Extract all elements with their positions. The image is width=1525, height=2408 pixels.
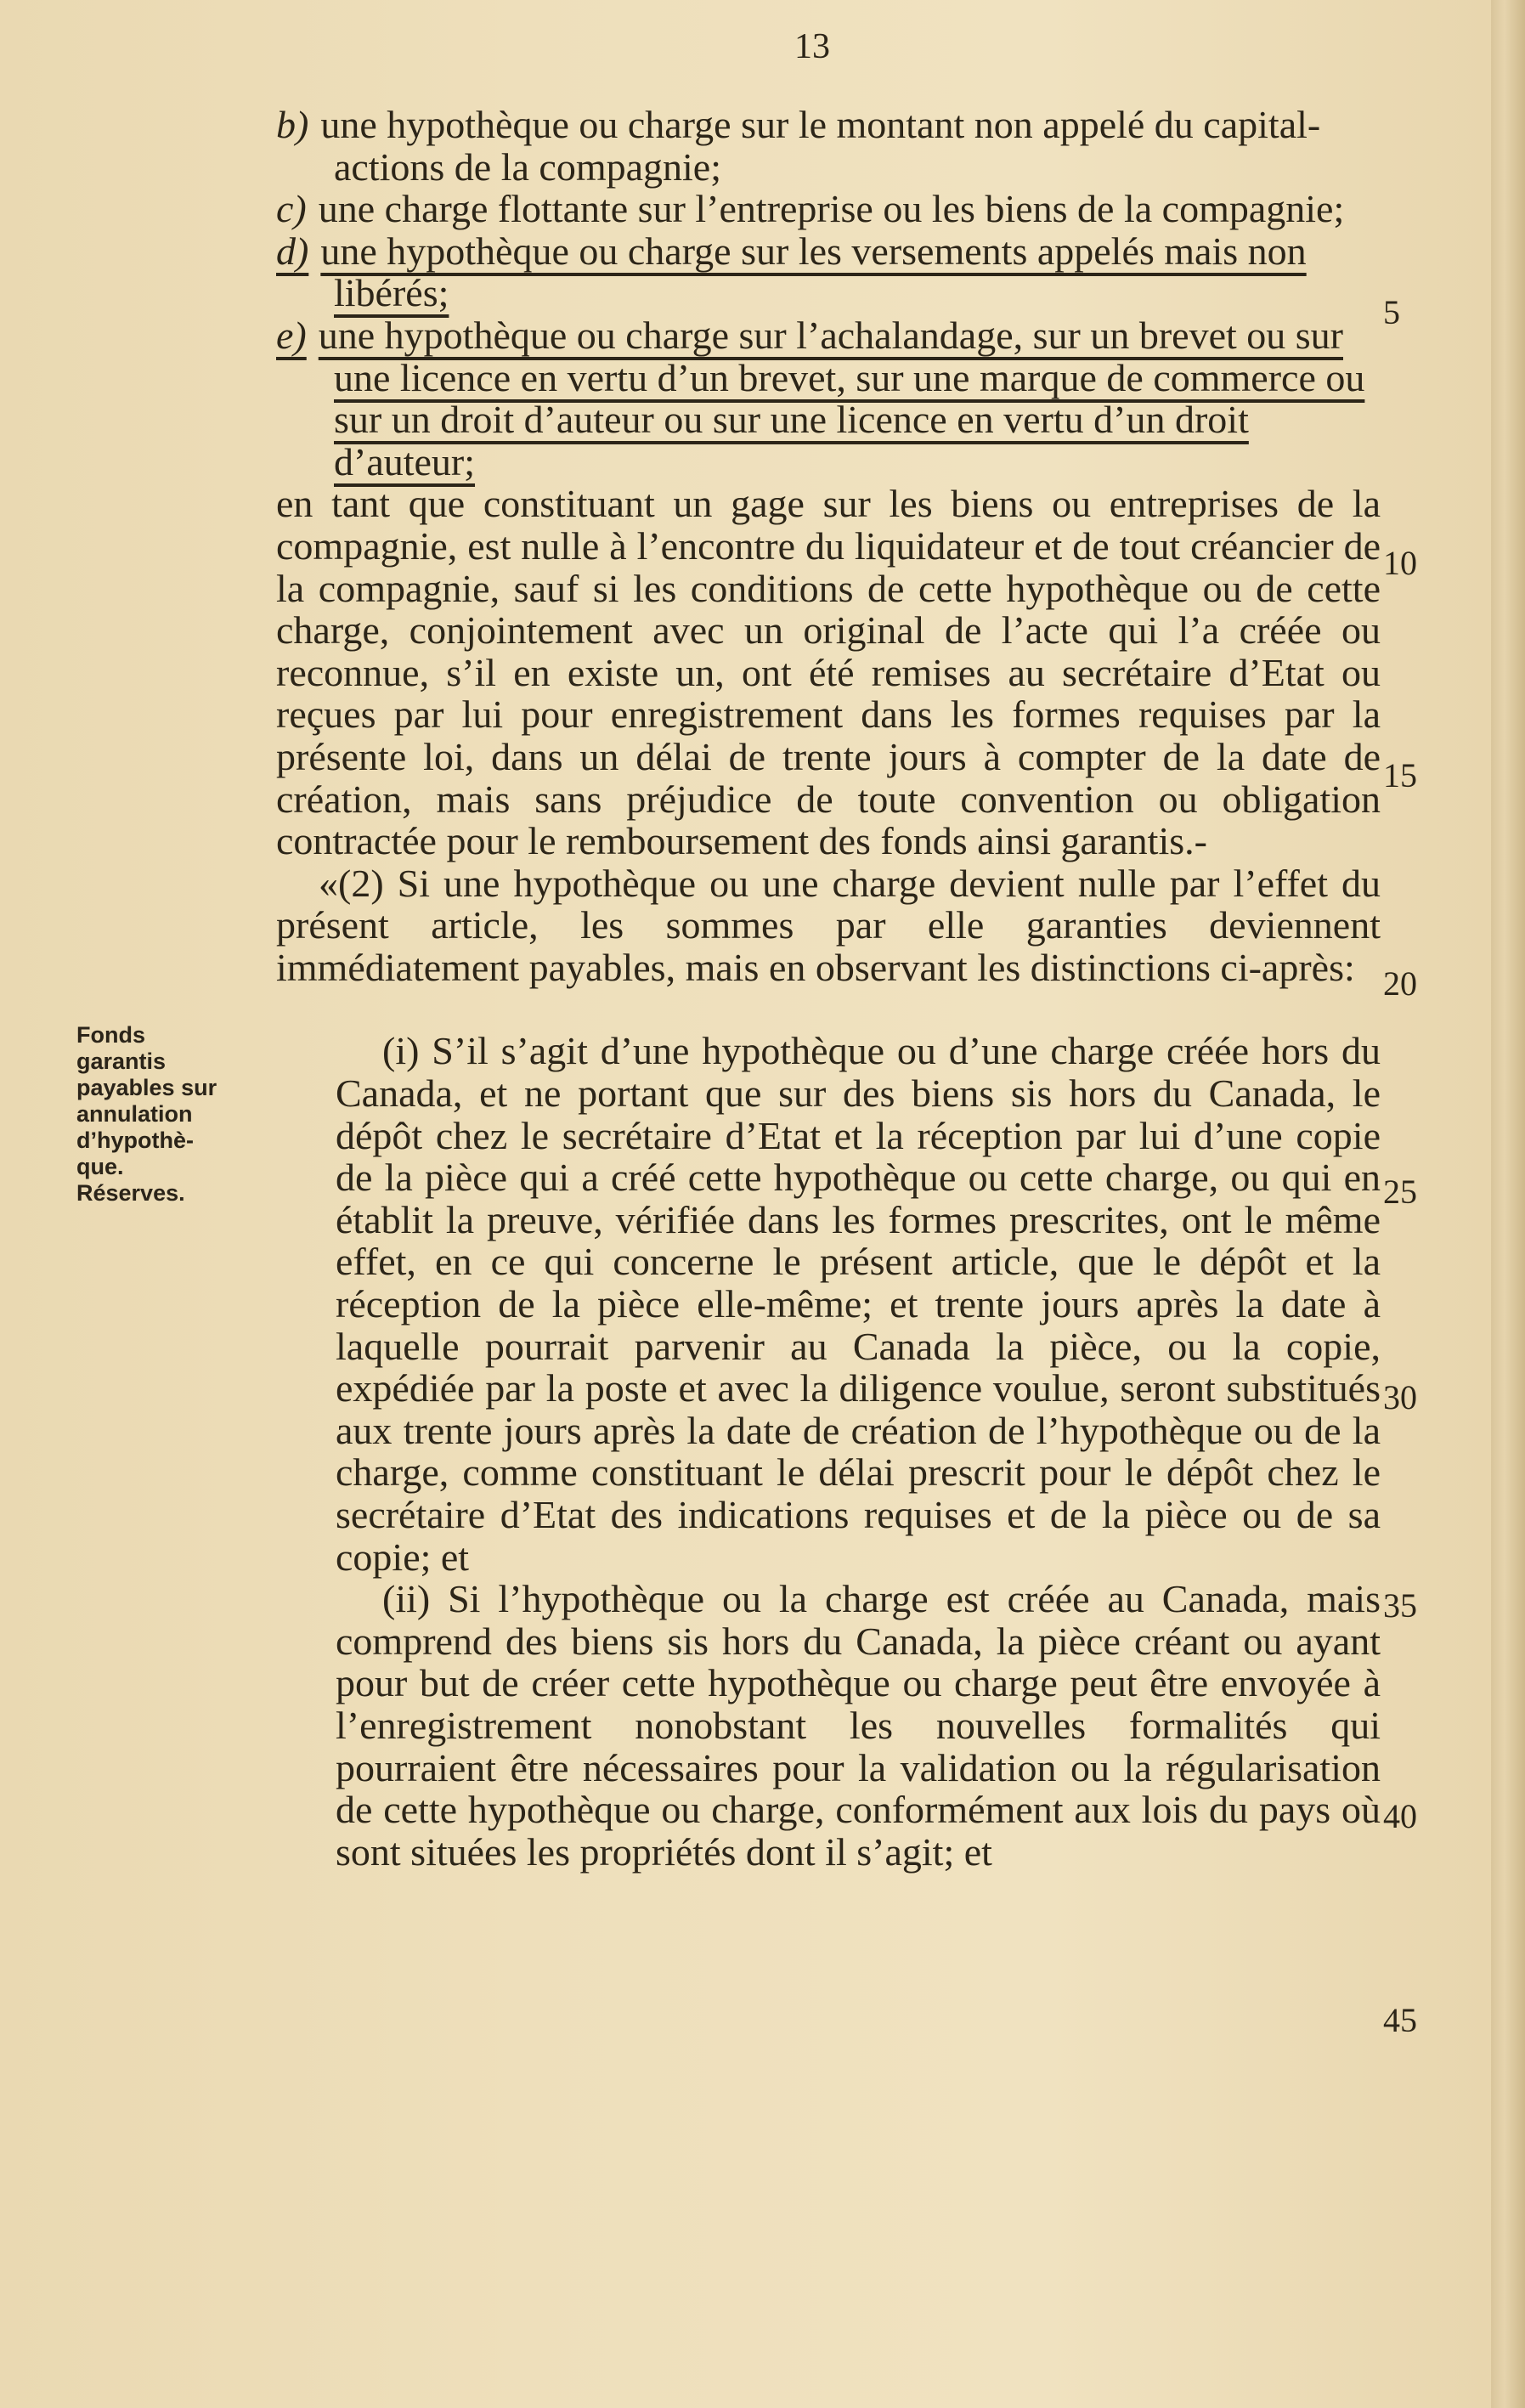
item-c xyxy=(276,188,1381,230)
line-number: 10 xyxy=(1383,544,1417,582)
item-e-struck xyxy=(276,314,1381,483)
margin-note-line: Fonds xyxy=(76,1022,145,1048)
line-number: 45 xyxy=(1383,2001,1417,2039)
margin-note-line: annulation xyxy=(76,1101,193,1127)
item-label: b) xyxy=(276,103,309,146)
line-number: 40 xyxy=(1383,1797,1417,1835)
item-text: une charge flottante sur l’entreprise ou les biens de la compagnie; xyxy=(318,187,1345,231)
item-label: c) xyxy=(276,187,307,231)
item-label: e) xyxy=(276,313,307,357)
item-d-struck xyxy=(276,230,1381,314)
subsection-2: «(2) Si une hypothèque ou une charge devient nulle par l’effet du présent article, les sommes par elle garanties deviennent immédiatement payables, mais en observant les distinctions ci-après: xyxy=(276,861,1381,989)
line-number: 30 xyxy=(1383,1378,1417,1416)
line-number: 5 xyxy=(1383,293,1400,331)
margin-note-reserves: Réserves. xyxy=(76,1180,185,1206)
clauses xyxy=(276,1030,1381,1873)
margin-note-line: que. xyxy=(76,1154,124,1179)
item-text: une hypothèque ou charge sur l’achalandage, sur un brevet ou sur une licence en vertu d’un brevet, sur une marque de commerce ou sur un droit d’auteur ou sur une licence en vertu d’un droit d’auteur; xyxy=(318,313,1365,483)
margin-note-line: d’hypothè- xyxy=(76,1128,194,1153)
clause-ii: (ii) Si l’hypothèque ou la charge est créée au Canada, mais comprend des biens sis hors du Canada, la pièce créant ou ayant pour but de créer cette hypothèque ou charge peut être envoyée à l’enregistrement nonobstant les nouvelles formalités qui pourraient être nécessaires pour la validation ou la régularisation de cette hypothèque ou charge, conformément aux lois du pays où sont situées les propriétés dont il s’agit; et xyxy=(336,1577,1381,1874)
line-number: 25 xyxy=(1383,1173,1417,1211)
statute-body xyxy=(276,104,1381,1873)
item-label: d) xyxy=(276,229,309,273)
margin-note-line: garantis xyxy=(76,1049,167,1074)
item-text: une hypothèque ou charge sur le montant non appelé du capital-actions de la compagnie; xyxy=(320,103,1321,189)
margin-note xyxy=(76,1022,246,1207)
page-number: 13 xyxy=(794,27,830,66)
margin-note-line: payables sur xyxy=(76,1075,217,1100)
line-number: 35 xyxy=(1383,1586,1417,1625)
line-number: 15 xyxy=(1383,756,1417,794)
item-b xyxy=(276,104,1381,188)
clause-i: (i) S’il s’agit d’une hypothèque ou d’une charge créée hors du Canada, et ne portant que sur des biens sis hors du Canada, le dépôt chez le secrétaire d’Etat et la réception par lui d’une copie de la pièce qui a créé cette hypothèque ou cette charge, ou qui en établit la preuve, vérifiée dans les formes prescrites, ont le même effet, en ce qui concerne le présent article, que le dépôt et la réception de la pièce elle-même; et trente jours après la date à laquelle pourrait parvenir au Canada la pièce, ou la copie, expédiée par la poste et avec la diligence voulue, seront substitués aux trente jours après la date de création de l’hypothèque ou de la charge, comme constituant le délai prescrit pour le dépôt chez le secrétaire d’Etat des indications requises et de la pièce ou de sa copie; et xyxy=(336,1029,1381,1579)
continuation-paragraph: en tant que constituant un gage sur les biens ou entreprises de la compagnie, est nulle à l’encontre du liquidateur et de tout créancier de la compagnie, sauf si les conditions de cette hypothèque ou de cette charge, conjointement avec un original de l’acte qui l’a créée ou reconnue, s’il en existe un, ont été remises au secrétaire d’Etat ou reçues par lui pour enregistrement dans les formes requises par la présente loi, dans un délai de trente jours à compter de la date de création, mais sans préjudice de toute convention ou obligation contractée pour le remboursement des fonds ainsi garantis.- xyxy=(276,482,1381,863)
line-number: 20 xyxy=(1383,964,1417,1003)
item-text: une hypothèque ou charge sur les versements appelés mais non libérés; xyxy=(320,229,1307,315)
page-binding-edge xyxy=(1491,0,1525,2408)
